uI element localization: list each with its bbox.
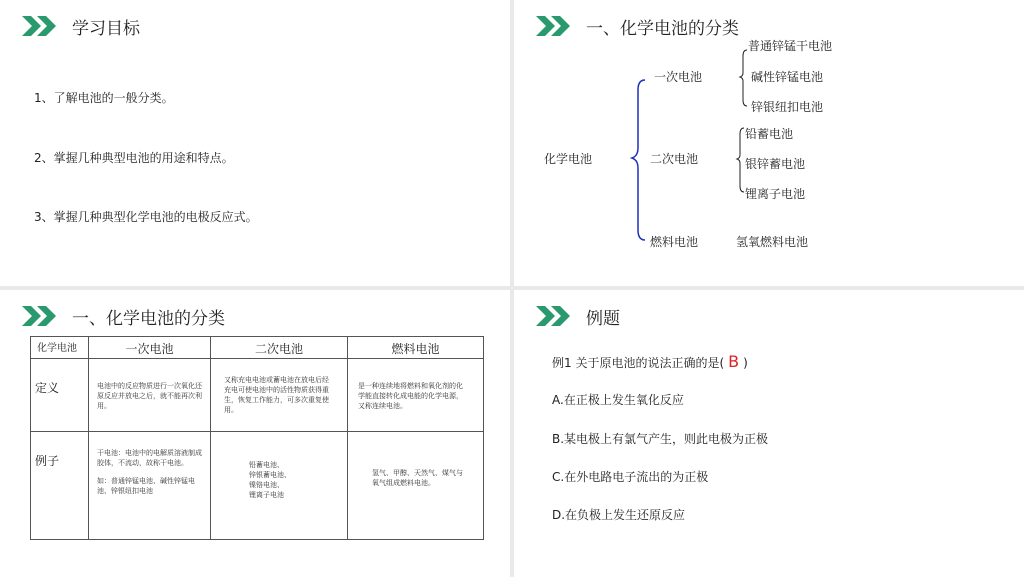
list-item: 锌银蓄电池、 bbox=[249, 471, 291, 479]
slide-header bbox=[22, 14, 140, 38]
option-a: A.在正极上发生氧化反应 bbox=[552, 393, 684, 407]
example-secondary-list bbox=[211, 432, 347, 500]
table-row-label: 定义 bbox=[31, 359, 89, 432]
slide-header bbox=[536, 304, 620, 328]
slide-header bbox=[22, 304, 225, 328]
tree-leaf: 锌银纽扣电池 bbox=[751, 100, 824, 114]
tree-leaf: 铅蓄电池 bbox=[745, 127, 794, 141]
slide-title: 例题 bbox=[586, 308, 620, 329]
slide-battery-classification-table bbox=[0, 290, 510, 577]
table-row-label: 例子 bbox=[31, 432, 89, 540]
definition-secondary: 又称充电电池或蓄电池在放电后经充电可使电池中的活性物质获得重生，恢复工作能力，可多次重复使用。 bbox=[224, 376, 329, 414]
list-item: 锂离子电池 bbox=[249, 491, 284, 499]
option-b: B.某电极上有氯气产生，则此电极为正极 bbox=[552, 432, 769, 446]
question-text: 例1 关于原电池的说法正确的是( bbox=[552, 356, 725, 370]
list-item: 铅蓄电池、 bbox=[249, 461, 284, 469]
double-chevron-icon bbox=[22, 16, 62, 36]
table-header-cell: 燃料电池 bbox=[348, 337, 484, 359]
option-d: D.在负极上发生还原反应 bbox=[552, 508, 686, 522]
list-item: 镍铬电池、 bbox=[249, 481, 284, 489]
tree-root-label: 化学电池 bbox=[544, 152, 593, 166]
table-cell bbox=[211, 432, 348, 540]
table-cell bbox=[211, 359, 348, 432]
definition-fuel: 是一种连续地将燃料和氧化剂的化学能直接转化成电能的化学电源，又称连续电池。 bbox=[358, 382, 463, 410]
goal-item-2: 2、掌握几种典型电池的用途和特点。 bbox=[34, 151, 234, 165]
tree-node-secondary: 二次电池 bbox=[650, 152, 699, 166]
double-chevron-icon bbox=[536, 306, 576, 326]
slide-title: 学习目标 bbox=[72, 18, 140, 39]
slide-title: 一、化学电池的分类 bbox=[72, 308, 225, 329]
goal-item-1: 1、了解电池的一般分类。 bbox=[34, 91, 174, 105]
tree-node-fuel: 燃料电池 bbox=[650, 235, 699, 249]
table-header-cell: 一次电池 bbox=[89, 337, 211, 359]
example-fuel: 氢气、甲醇、天然气、煤气与氧气组成燃料电池。 bbox=[372, 469, 463, 487]
table-cell bbox=[348, 359, 484, 432]
table-cell bbox=[348, 432, 484, 540]
double-chevron-icon bbox=[22, 306, 62, 326]
goal-item-3: 3、掌握几种典型化学电池的电极反应式。 bbox=[34, 210, 258, 224]
tree-leaf: 氢氧燃料电池 bbox=[736, 235, 809, 249]
answer-mark: B bbox=[728, 352, 740, 371]
slide-example-question bbox=[514, 290, 1024, 577]
table-cell bbox=[89, 359, 211, 432]
table-header-cell: 二次电池 bbox=[211, 337, 348, 359]
slide-title: 一、化学电池的分类 bbox=[586, 18, 739, 39]
question-stem bbox=[552, 352, 748, 371]
example-primary-note: 干电池：电池中的电解质溶液制成胶体，不流动，故称干电池。 bbox=[97, 449, 202, 467]
definition-primary: 电池中的反应物质进行一次氧化还原反应并放电之后，就不能再次利用。 bbox=[97, 382, 202, 410]
question-close: ) bbox=[743, 356, 748, 370]
tree-leaf: 锂离子电池 bbox=[745, 187, 806, 201]
tree-leaf: 碱性锌锰电池 bbox=[751, 70, 824, 84]
classification-table bbox=[30, 336, 484, 540]
table-header-cell: 化学电池 bbox=[31, 337, 89, 359]
table-cell bbox=[89, 432, 211, 540]
tree-node-primary: 一次电池 bbox=[654, 70, 703, 84]
tree-leaf: 普通锌锰干电池 bbox=[748, 39, 833, 53]
example-primary-list: 如：普通锌锰电池、碱性锌锰电池、锌银纽扣电池 bbox=[97, 477, 195, 495]
tree-leaf: 银锌蓄电池 bbox=[745, 157, 806, 171]
slide-battery-classification-tree bbox=[514, 0, 1024, 286]
option-c: C.在外电路电子流出的为正极 bbox=[552, 470, 709, 484]
slide-learning-goals bbox=[0, 0, 510, 286]
